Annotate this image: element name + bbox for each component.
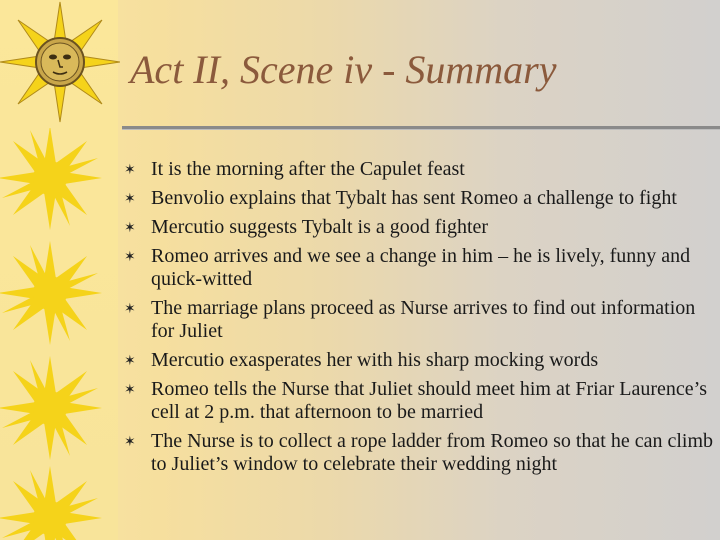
list-item [124,245,714,291]
bullet-icon: ✶ [124,192,136,207]
bullet-text: Romeo arrives and we see a change in him – he is lively, funny and quick-witted [151,245,691,290]
bullet-text: Mercutio exasperates her with his sharp mocking words [151,349,599,371]
bullet-icon: ✶ [124,435,136,450]
sun-icon [0,128,118,540]
bullet-icon: ✶ [124,302,136,317]
list-item [124,158,714,181]
bullet-icon: ✶ [124,221,136,236]
bullet-text: Romeo tells the Nurse that Juliet should meet him at Friar Laurence’s cell at 2 p.m. that afternoon to be married [151,378,707,423]
list-item [124,187,714,210]
bullet-text: Benvolio explains that Tybalt has sent Romeo a challenge to fight [151,187,677,209]
title-divider [122,126,720,129]
list-item [124,378,714,424]
bullet-icon: ✶ [124,354,136,369]
bullet-text: It is the morning after the Capulet feast [151,158,465,180]
bullet-list [124,158,714,482]
list-item [124,430,714,476]
slide-title: Act II, Scene iv - Summary [130,47,557,92]
bullet-text: The Nurse is to collect a rope ladder from Romeo so that he can climb to Juliet’s window to celebrate their wedding night [151,430,714,475]
list-item [124,349,714,372]
list-item [124,297,714,343]
bullet-icon: ✶ [124,163,136,178]
list-item [124,216,714,239]
bullet-text: Mercutio suggests Tybalt is a good fighter [151,216,489,238]
sun-face-icon [0,0,120,130]
bullet-icon: ✶ [124,250,136,265]
bullet-icon: ✶ [124,383,136,398]
bullet-text: The marriage plans proceed as Nurse arrives to find out information for Juliet [151,297,696,342]
